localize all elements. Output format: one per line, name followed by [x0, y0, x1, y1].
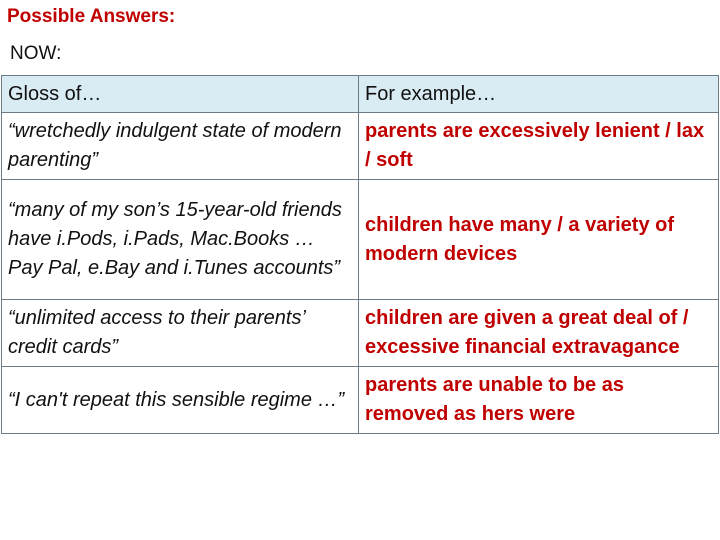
- gloss-cell: “unlimited access to their parents’ credit cards”: [2, 300, 359, 367]
- section-label: NOW:: [10, 43, 62, 64]
- answers-table: [1, 75, 719, 434]
- column-header-gloss: Gloss of…: [2, 76, 359, 113]
- table-row: [2, 300, 719, 367]
- example-cell: parents are unable to be as removed as hers were: [359, 367, 719, 434]
- example-cell: children are given a great deal of / excessive financial extravagance: [359, 300, 719, 367]
- table-row: [2, 180, 719, 300]
- example-cell: children have many / a variety of modern devices: [359, 180, 719, 300]
- page-heading: Possible Answers:: [7, 6, 176, 27]
- table-row: [2, 367, 719, 434]
- gloss-cell: “many of my son’s 15-year-old friends have i.Pods, i.Pads, Mac.Books … Pay Pal, e.Bay and i.Tunes accounts”: [2, 180, 359, 300]
- table-row: [2, 113, 719, 180]
- gloss-cell: “wretchedly indulgent state of modern parenting”: [2, 113, 359, 180]
- column-header-example: For example…: [359, 76, 719, 113]
- gloss-cell: “I can't repeat this sensible regime …”: [2, 367, 359, 434]
- table-header-row: [2, 76, 719, 113]
- example-cell: parents are excessively lenient / lax / soft: [359, 113, 719, 180]
